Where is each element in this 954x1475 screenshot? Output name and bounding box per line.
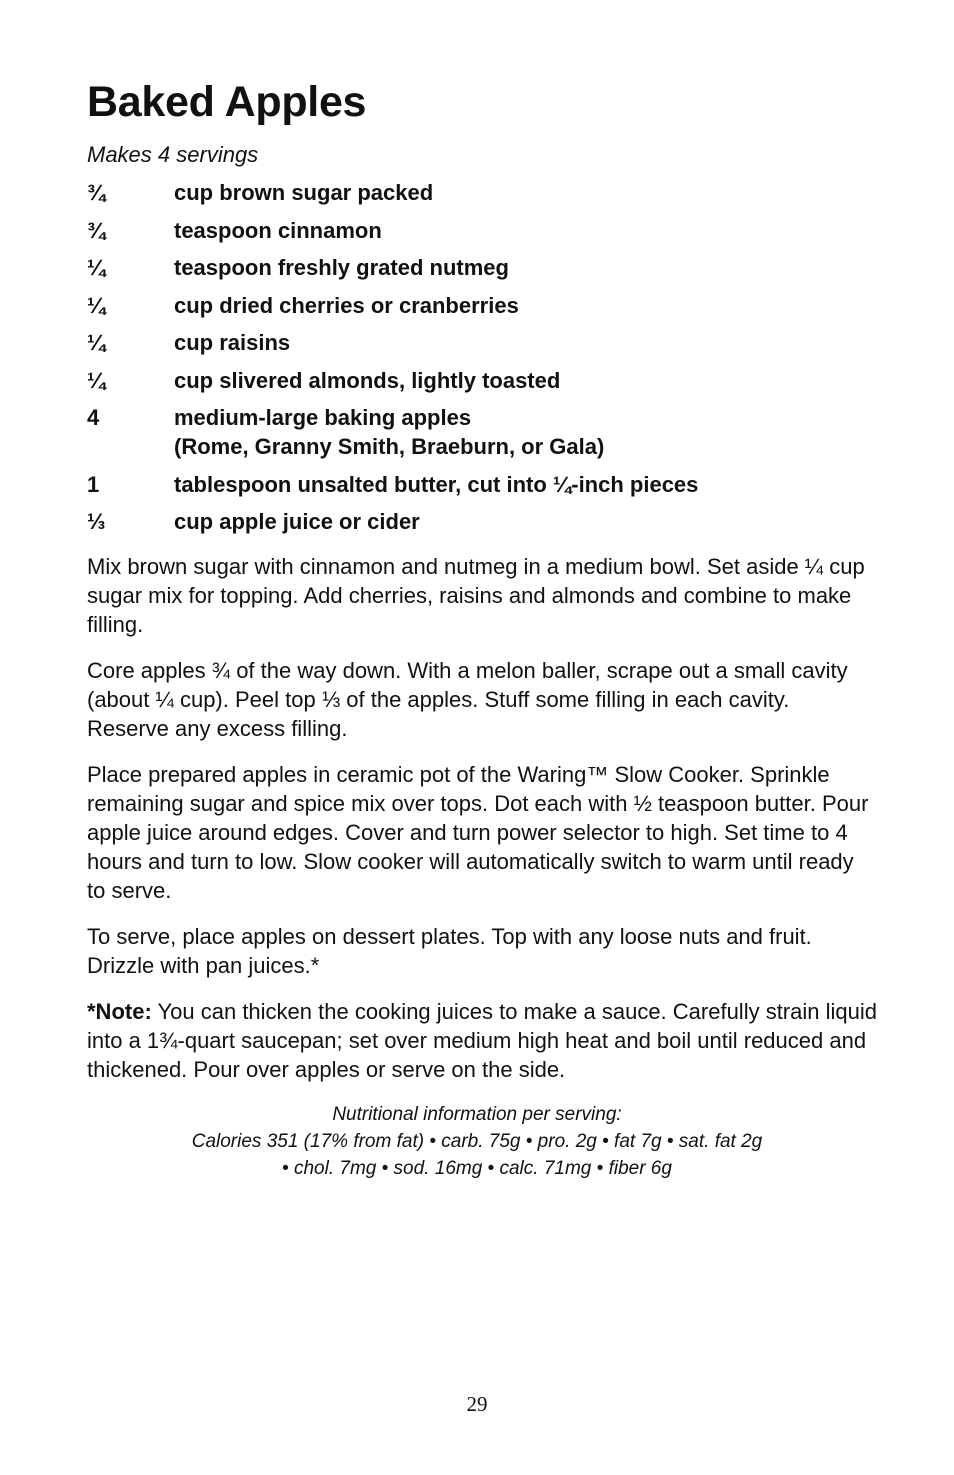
- ingredient-quantity: 4: [87, 405, 100, 430]
- ingredient-row: [87, 403, 877, 461]
- recipe-title: Baked Apples: [87, 78, 367, 126]
- ingredient-quantity: ¼: [87, 367, 106, 393]
- ingredient-row: [87, 328, 877, 357]
- nutrition-line: • chol. 7mg • sod. 16mg • calc. 71mg • fiber 6g: [282, 1158, 672, 1179]
- ingredient-quantity: ¼: [87, 330, 106, 355]
- ingredient-row: [87, 253, 877, 282]
- ingredient-row: [87, 178, 877, 207]
- direction-paragraph: Core apples ¾ of the way down. With a melon baller, scrape out a small cavity (about ¼ cup). Peel top ⅓ of the apples. Stuff some filling in each cavity. Reserve any excess filling.: [87, 658, 848, 741]
- ingredient-row: [87, 291, 877, 320]
- ingredient-list: [87, 178, 877, 536]
- ingredient-name-line: tablespoon unsalted butter, cut into ¼-inch pieces: [174, 471, 699, 497]
- ingredient-name: [174, 216, 877, 245]
- ingredient-name-line: cup dried cherries or cranberries: [174, 292, 519, 318]
- ingredient-row: [87, 470, 877, 499]
- direction-paragraph: Place prepared apples in ceramic pot of the Waring™ Slow Cooker. Sprinkle remaining sugar and spice mix over tops. Dot each with ½ teaspoon butter. Pour apple juice around edges. Cover and turn power selector to high. Set time to 4 hours and turn to low. Slow cooker will automatically switch to warm until ready to serve.: [87, 762, 869, 903]
- ingredient-name: [174, 403, 877, 461]
- ingredient-name: [174, 253, 877, 282]
- ingredient-name-line: cup slivered almonds, lightly toasted: [174, 367, 561, 393]
- note-label: *Note:: [87, 999, 152, 1024]
- page-number: 29: [466, 1392, 488, 1416]
- servings-text: Makes 4 servings: [87, 142, 259, 167]
- ingredient-row: [87, 366, 877, 395]
- ingredient-name-line: cup raisins: [174, 330, 291, 355]
- ingredient-quantity: ⅓: [87, 509, 106, 534]
- nutrition-info: [87, 1101, 867, 1182]
- ingredient-quantity: ¾: [87, 217, 106, 243]
- ingredient-name-line: cup brown sugar packed: [174, 180, 434, 205]
- ingredient-name: [174, 291, 877, 320]
- ingredient-name-line: cup apple juice or cider: [174, 509, 420, 534]
- nutrition-line: Calories 351 (17% from fat) • carb. 75g • pro. 2g • fat 7g • sat. fat 2g: [191, 1131, 763, 1152]
- ingredient-name: [174, 178, 877, 207]
- ingredient-name: [174, 328, 877, 357]
- direction-paragraph: Mix brown sugar with cinnamon and nutmeg in a medium bowl. Set aside ¼ cup sugar mix for topping. Add cherries, raisins and almonds and combine to make filling.: [87, 554, 865, 637]
- ingredient-name: [174, 366, 877, 395]
- ingredient-quantity: ¼: [87, 292, 106, 318]
- ingredient-row: [87, 507, 877, 536]
- nutrition-heading: Nutritional information per serving:: [332, 1104, 622, 1125]
- ingredient-quantity: 1: [87, 471, 100, 497]
- note-paragraph: [87, 997, 877, 1084]
- ingredient-name-line: (Rome, Granny Smith, Braeburn, or Gala): [174, 434, 605, 459]
- recipe-page: [87, 78, 877, 1182]
- ingredient-quantity: ¼: [87, 255, 106, 280]
- ingredient-name-line: medium-large baking apples: [174, 405, 472, 430]
- direction-paragraph: To serve, place apples on dessert plates. Top with any loose nuts and fruit. Drizzle with pan juices.*: [87, 924, 812, 978]
- ingredient-quantity: ¾: [87, 180, 106, 205]
- ingredient-name-line: teaspoon freshly grated nutmeg: [174, 255, 509, 280]
- ingredient-name-line: teaspoon cinnamon: [174, 217, 382, 243]
- ingredient-row: [87, 216, 877, 245]
- ingredient-name: [174, 507, 877, 536]
- ingredient-name: [174, 470, 877, 499]
- note-text: You can thicken the cooking juices to make a sauce. Carefully strain liquid into a 1¾-quart saucepan; set over medium high heat and boil until reduced and thickened. Pour over apples or serve on the side.: [87, 999, 877, 1082]
